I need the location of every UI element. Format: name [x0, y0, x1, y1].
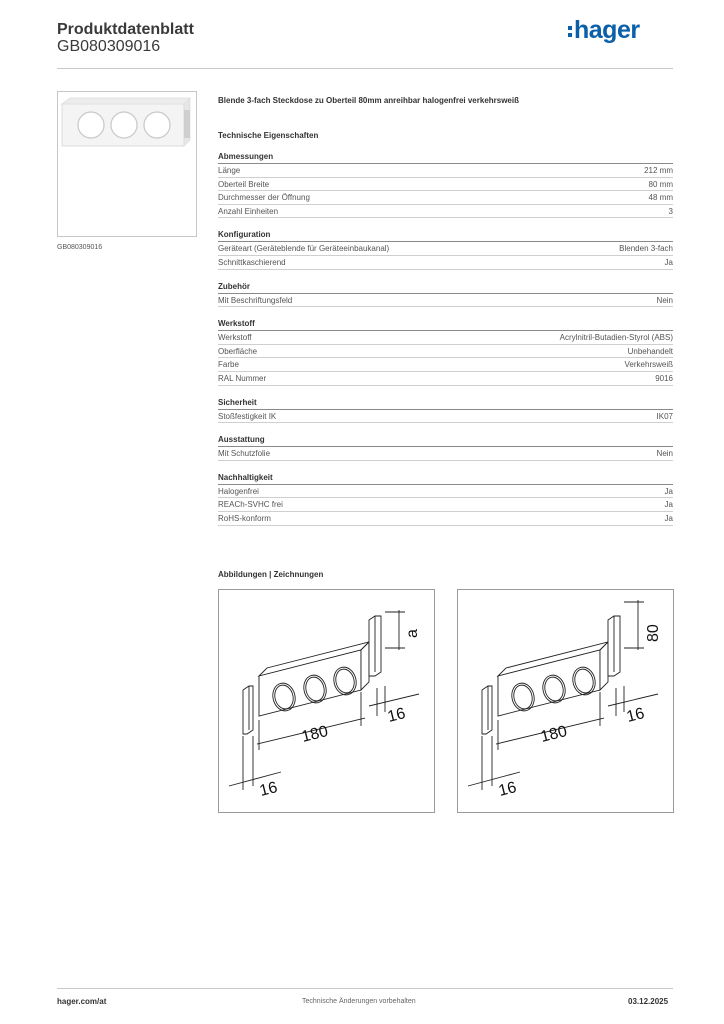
- spec-section-title: Ausstattung: [218, 433, 673, 447]
- dim-length-right: 180: [538, 722, 569, 746]
- spec-row: [218, 372, 673, 386]
- spec-row: [218, 410, 673, 424]
- dim-length-left: 180: [299, 722, 330, 746]
- dim-height-left: a: [404, 629, 421, 638]
- hager-logo: [568, 14, 658, 48]
- spec-row: [218, 331, 673, 345]
- spec-label: RoHS-konform: [218, 513, 271, 523]
- spec-value: 48 mm: [648, 193, 673, 203]
- spec-section-title: Sicherheit: [218, 396, 673, 410]
- spec-value: Acrylnitril-Butadien-Styrol (ABS): [559, 333, 673, 343]
- spec-value: Ja: [664, 513, 673, 523]
- spec-section: [218, 280, 673, 308]
- spec-label: Farbe: [218, 360, 239, 370]
- tech-properties-heading: Technische Eigenschaften: [218, 131, 319, 140]
- spec-section-title: Nachhaltigkeit: [218, 471, 673, 485]
- spec-section: [218, 228, 673, 269]
- header-divider: [57, 68, 673, 69]
- spec-value: Ja: [664, 257, 673, 267]
- spec-row: [218, 242, 673, 256]
- product-code: GB080309016: [57, 38, 161, 55]
- footer-website-link[interactable]: hager.com/at: [57, 997, 107, 1006]
- spec-label: Länge: [218, 166, 241, 175]
- footer-date: 03.12.2025: [628, 997, 669, 1006]
- spec-value: Blenden 3-fach: [619, 244, 673, 254]
- product-image-caption: GB080309016: [57, 244, 103, 251]
- drawing-left: [218, 589, 435, 813]
- spec-label: Mit Beschriftungsfeld: [218, 295, 293, 305]
- spec-label: Oberfläche: [218, 346, 258, 356]
- spec-section: [218, 471, 673, 526]
- spec-row: [218, 205, 673, 219]
- spec-section: [218, 317, 673, 385]
- spec-value: 212 mm: [644, 166, 673, 175]
- spec-label: Anzahl Einheiten: [218, 206, 279, 216]
- spec-row: [218, 512, 673, 526]
- spec-row: [218, 164, 673, 178]
- spec-value: IK07: [656, 411, 673, 421]
- spec-value: 3: [668, 206, 673, 216]
- spec-row: [218, 191, 673, 205]
- spec-row: [218, 345, 673, 359]
- spec-section-title: Konfiguration: [218, 228, 673, 242]
- spec-row: [218, 178, 673, 192]
- dim-end-left: 16: [385, 705, 408, 726]
- spec-table: [218, 150, 673, 536]
- drawing-right: [457, 589, 674, 813]
- dim-side-left: 16: [257, 779, 280, 800]
- spec-value: Unbehandelt: [627, 346, 673, 356]
- spec-value: 9016: [655, 373, 673, 383]
- spec-label: REACh-SVHC frei: [218, 500, 283, 510]
- spec-value: Ja: [664, 500, 673, 510]
- spec-row: [218, 498, 673, 512]
- drawings-heading: Abbildungen | Zeichnungen: [218, 570, 324, 579]
- product-description: Blende 3-fach Steckdose zu Oberteil 80mm anreihbar halogenfrei verkehrsweiß: [218, 96, 519, 105]
- spec-value: Ja: [664, 486, 673, 496]
- spec-row: [218, 447, 673, 461]
- spec-label: Oberteil Breite: [218, 179, 270, 189]
- spec-section: [218, 150, 673, 218]
- spec-value: Nein: [656, 449, 673, 459]
- spec-label: Halogenfrei: [218, 486, 259, 496]
- spec-value: 80 mm: [648, 179, 673, 189]
- spec-row: [218, 256, 673, 270]
- spec-section: [218, 396, 673, 424]
- spec-section: [218, 433, 673, 461]
- spec-value: Verkehrsweiß: [624, 360, 673, 370]
- spec-value: Nein: [656, 295, 673, 305]
- spec-label: Geräteart (Geräteblende für Geräteeinbaukanal): [218, 244, 390, 254]
- spec-row: [218, 485, 673, 499]
- dim-end-right: 16: [624, 705, 647, 726]
- spec-section-title: Abmessungen: [218, 150, 673, 164]
- spec-label: Mit Schutzfolie: [218, 449, 271, 459]
- spec-label: Schnittkaschierend: [218, 257, 286, 267]
- brand-wordmark: hager: [574, 16, 640, 44]
- product-image: [57, 91, 197, 237]
- footer-note: Technische Änderungen vorbehalten: [302, 998, 416, 1005]
- spec-label: Stoßfestigkeit IK: [218, 411, 277, 421]
- page-title: Produktdatenblatt: [57, 21, 194, 38]
- product-photo-drawing: [58, 92, 196, 236]
- spec-row: [218, 294, 673, 308]
- spec-label: Durchmesser der Öffnung: [218, 193, 310, 203]
- spec-section-title: Werkstoff: [218, 317, 673, 331]
- spec-label: RAL Nummer: [218, 373, 267, 383]
- dim-side-right: 16: [496, 779, 519, 800]
- footer-divider: [57, 988, 673, 989]
- dim-height-right: 80: [645, 624, 662, 642]
- spec-section-title: Zubehör: [218, 280, 673, 294]
- spec-row: [218, 358, 673, 372]
- spec-label: Werkstoff: [218, 333, 252, 343]
